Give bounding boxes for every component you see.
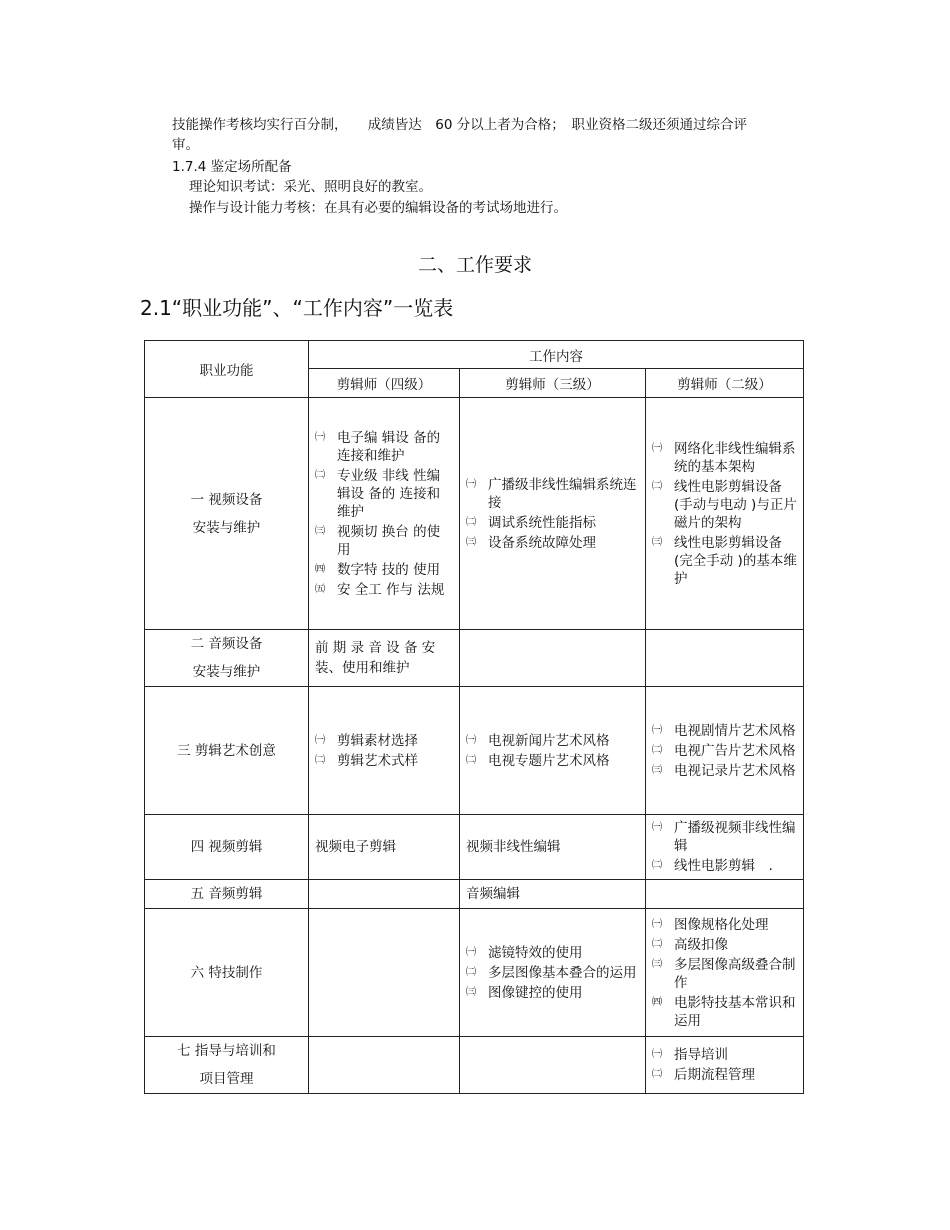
item-number: ㈣ (652, 996, 662, 1008)
item-text: 剪辑素材选择 (337, 732, 418, 749)
header-function: 职业功能 (145, 341, 309, 398)
item-number: ㈠ (652, 822, 662, 833)
item-text: 线性电影剪辑设备 (完全手动 )的基本维护 (674, 534, 797, 587)
table-row (145, 815, 804, 880)
level-2-cell (646, 630, 804, 687)
item-number: ㈡ (466, 754, 476, 766)
level-3-cell (460, 1037, 646, 1094)
item-text: 电视记录片艺术风格 (674, 762, 796, 779)
content-item (652, 994, 797, 1030)
item-number: ㈡ (652, 744, 662, 756)
level-4-cell (309, 687, 460, 815)
item-text: 设备系统故障处理 (488, 534, 596, 551)
item-number: ㈢ (466, 986, 476, 998)
section-1-7-4-heading: 1.7.4 鉴定场所配备 (172, 159, 292, 175)
function-cell (145, 1037, 309, 1094)
item-text: 电子编 辑设 备的连接和维护 (337, 429, 441, 464)
content-item (652, 936, 797, 954)
function-cell (145, 815, 309, 880)
table-row (145, 630, 804, 687)
item-text: 调试系统性能指标 (488, 514, 596, 531)
table-row (145, 398, 804, 630)
content-item (315, 429, 453, 465)
content-item (315, 581, 453, 599)
item-number: ㈡ (652, 860, 662, 871)
section-heading: 2.1“职业功能”、“工作内容”一览表 (140, 296, 454, 320)
item-number: ㈢ (652, 764, 662, 776)
item-number: ㈠ (466, 478, 476, 490)
item-number: ㈣ (315, 563, 325, 575)
level-2-cell (646, 687, 804, 815)
item-number: ㈡ (315, 469, 325, 481)
level-3-cell (460, 909, 646, 1037)
function-label: 五 音频剪辑 (190, 886, 263, 902)
table-row (145, 909, 804, 1037)
item-text: 滤镜特效的使用 (488, 944, 583, 961)
level-3-cell (460, 630, 646, 687)
item-number: ㈠ (652, 442, 662, 454)
item-text: 专业级 非线 性编辑设 备的 连接和维护 (337, 467, 441, 520)
level-3-cell: 音频编辑 (460, 880, 646, 909)
content-item (315, 752, 453, 770)
item-text: 广播级非线性编辑系统连接 (488, 476, 637, 511)
item-text: 线性电影剪辑设备 (手动与电动 )与正片磁片的架构 (674, 478, 797, 531)
item-text: 电视剧情片艺术风格 (674, 722, 796, 739)
header-level-2: 剪辑师（二级） (646, 369, 804, 398)
item-text: 图像键控的使用 (488, 984, 583, 1001)
function-cell (145, 687, 309, 815)
content-item (466, 984, 639, 1002)
item-number: ㈡ (466, 516, 476, 528)
content-item (466, 476, 639, 512)
level-2-cell (646, 1037, 804, 1094)
item-text: 多层图像基本叠合的运用 (488, 964, 637, 981)
item-number: ㈡ (315, 754, 325, 766)
item-text: 高级扣像 (674, 936, 728, 953)
function-cell (145, 398, 309, 630)
item-text: 电视广告片艺术风格 (674, 742, 796, 759)
level-2-cell (646, 398, 804, 630)
content-item (315, 523, 453, 559)
content-item (652, 857, 797, 875)
function-cell (145, 880, 309, 909)
table-row (145, 687, 804, 815)
item-text: 广播级视频非线性编辑 (674, 820, 796, 854)
level-2-cell (646, 880, 804, 909)
item-number: ㈢ (652, 958, 662, 970)
content-item (652, 534, 797, 588)
content-item (466, 732, 639, 750)
item-number: ㈠ (466, 946, 476, 958)
item-text: 电影特技基本常识和运用 (674, 994, 796, 1029)
function-label: 一 视频设备 (190, 491, 263, 508)
table-header-row (145, 341, 804, 369)
item-number: ㈠ (652, 1049, 662, 1060)
item-number: ㈡ (652, 1069, 662, 1080)
item-number: ㈡ (652, 480, 662, 492)
item-text: 视频切 换台 的使用 (337, 523, 441, 558)
function-label: 四 视频剪辑 (190, 839, 263, 855)
level-3-cell (460, 398, 646, 630)
item-text: 剪辑艺术式样 (337, 752, 418, 769)
item-text: 网络化非线性编辑系统的基本架构 (674, 440, 796, 475)
header-content: 工作内容 (309, 341, 804, 369)
content-item (315, 732, 453, 750)
content-item (652, 762, 797, 780)
content-item (315, 467, 453, 521)
item-text: 电视新闻片艺术风格 (488, 732, 610, 749)
function-label: 安装与维护 (192, 519, 261, 536)
item-text: 多层图像高级叠合制作 (674, 956, 796, 991)
function-cell (145, 630, 309, 687)
item-text: 指导培训 (674, 1047, 728, 1063)
item-number: ㈢ (652, 536, 662, 548)
function-label: 项目管理 (199, 1071, 254, 1087)
function-label: 三 剪辑艺术创意 (177, 742, 276, 759)
item-number: ㈢ (315, 525, 325, 537)
content-item (652, 956, 797, 992)
item-number: ㈠ (466, 734, 476, 746)
item-text: 线性电影剪辑 . (674, 858, 773, 874)
content-item (315, 561, 453, 579)
item-number: ㈤ (315, 583, 325, 595)
content-item (652, 440, 797, 476)
chapter-heading: 二、工作要求 (417, 254, 532, 276)
function-label: 七 指导与培训和 (177, 1043, 276, 1059)
item-text: 图像规格化处理 (674, 916, 769, 933)
intro-line-1: 技能操作考核均实行百分制， 成绩皆达 60 分以上者为合格； 职业资格二级还须通过综合评 (172, 117, 747, 133)
content-item (466, 534, 639, 552)
function-label: 安装与维护 (192, 664, 261, 680)
item-number: ㈠ (652, 918, 662, 930)
level-4-cell: 视频电子剪辑 (309, 815, 460, 880)
intro-line-2: 审。 (172, 137, 199, 153)
theory-exam-venue: 理论知识考试：采光、照明良好的教室。 (189, 179, 432, 195)
content-item (466, 752, 639, 770)
content-item (652, 478, 797, 532)
level-4-cell (309, 398, 460, 630)
level-2-cell (646, 815, 804, 880)
function-cell (145, 909, 309, 1037)
item-number: ㈡ (466, 966, 476, 978)
item-text: 安 全工 作与 法规 (337, 581, 445, 598)
table-row (145, 880, 804, 909)
level-4-cell: 前 期 录 音 设 备 安装、使用和维护 (309, 630, 460, 687)
item-number: ㈡ (652, 938, 662, 950)
function-label: 六 特技制作 (190, 964, 263, 981)
level-4-cell (309, 909, 460, 1037)
function-content-table (144, 340, 804, 1094)
content-item (652, 1046, 797, 1064)
item-text: 数字特 技的 使用 (337, 561, 441, 578)
practice-exam-venue: 操作与设计能力考核：在具有必要的编辑设备的考试场地进行。 (189, 200, 567, 216)
content-item (466, 964, 639, 982)
content-item (652, 819, 797, 855)
header-level-3: 剪辑师（三级） (460, 369, 646, 398)
level-3-cell (460, 687, 646, 815)
function-label: 二 音频设备 (190, 636, 263, 652)
content-item (652, 916, 797, 934)
level-4-cell (309, 1037, 460, 1094)
item-number: ㈠ (652, 724, 662, 736)
content-item (652, 722, 797, 740)
level-4-cell (309, 880, 460, 909)
item-number: ㈠ (315, 431, 325, 443)
level-3-cell: 视频非线性编辑 (460, 815, 646, 880)
level-2-cell (646, 909, 804, 1037)
table-row (145, 1037, 804, 1094)
item-number: ㈢ (466, 536, 476, 548)
content-item (652, 742, 797, 760)
content-item (466, 944, 639, 962)
content-item (466, 514, 639, 532)
header-level-4: 剪辑师（四级） (309, 369, 460, 398)
item-text: 后期流程管理 (674, 1067, 755, 1083)
content-item (652, 1066, 797, 1084)
item-text: 电视专题片艺术风格 (488, 752, 610, 769)
item-number: ㈠ (315, 734, 325, 746)
